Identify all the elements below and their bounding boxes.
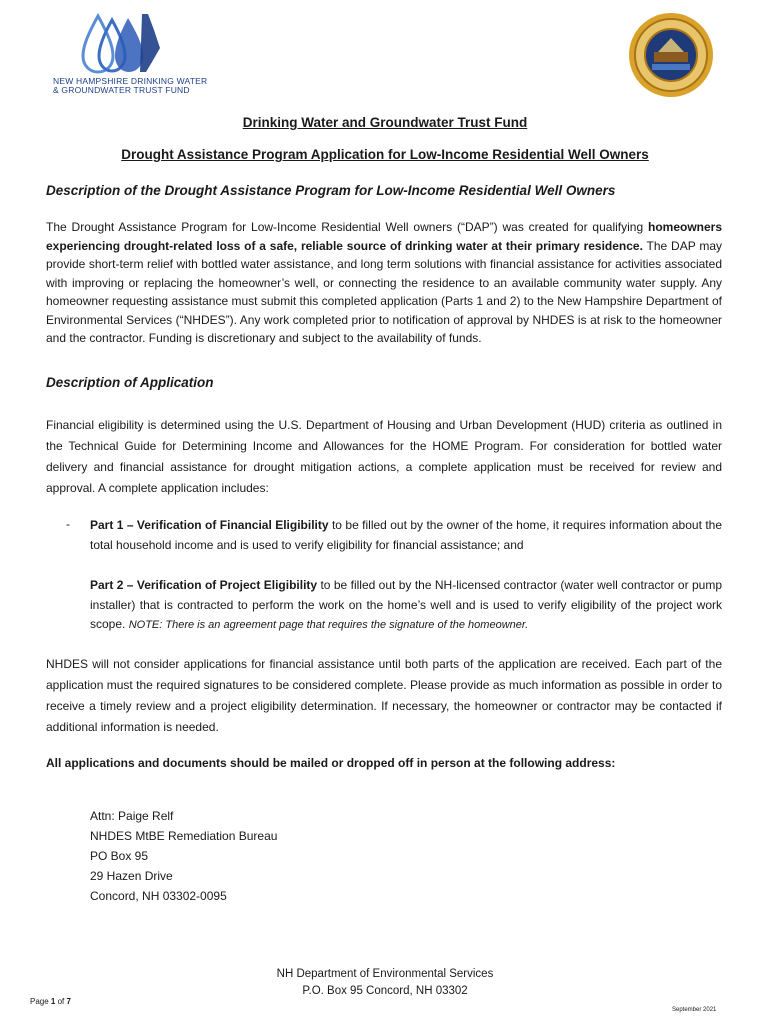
list-bullet: - bbox=[66, 517, 70, 531]
page-number bbox=[30, 997, 71, 1006]
page-subtitle: Drought Assistance Program Application for Low-Income Residential Well Owners bbox=[121, 147, 649, 162]
trust-fund-logo bbox=[50, 10, 220, 100]
section-heading-program: Description of the Drought Assistance Program for Low-Income Residential Well Owners bbox=[46, 183, 616, 198]
water-drops-icon bbox=[50, 10, 220, 76]
footer-line-1: NH Department of Environmental Services bbox=[276, 968, 494, 980]
part2-item bbox=[90, 576, 722, 636]
document-date: September 2021 bbox=[672, 1007, 717, 1013]
part1-label: Part 1 – Verification of Financial Eligibility bbox=[90, 518, 329, 532]
page-title: Drinking Water and Groundwater Trust Fund bbox=[242, 115, 528, 130]
address-line-1: Attn: Paige Relf bbox=[90, 809, 174, 823]
address-line-3: PO Box 95 bbox=[90, 849, 149, 863]
address-line-5: Concord, NH 03302-0095 bbox=[90, 889, 227, 903]
mail-instructions: All applications and documents should be mailed or dropped off in person at the following address: bbox=[46, 756, 616, 770]
address-line-2: NHDES MtBE Remediation Bureau bbox=[90, 829, 278, 843]
part1-text: to be filled out by the owner of the home, it requires information about the total household income and is used to verify eligibility for financial assistance; and bbox=[90, 518, 723, 552]
program-text-bold: homeowners experiencing drought-related loss of a safe, reliable source of drinking water at their primary residence. bbox=[46, 220, 722, 253]
page-prefix: Page bbox=[30, 997, 51, 1006]
state-seal-icon bbox=[628, 12, 714, 98]
program-text-end: The DAP may provide short-term relief with bottled water assistance, and long term solutions with financial assistance for activities associated with improving or replacing the homeowner’s well, or connecting the residence to an available community water supply. Any homeowner requesting assistance must submit this completed application (Parts 1 and 2) to the New Hampshire Department of Environmental Services (“NHDES”). Any work completed prior to notification of approval by NHDES is at risk to the homeowner and the contractor. Funding is discretionary and subject to the availability of funds. bbox=[46, 238, 722, 345]
program-description bbox=[46, 218, 722, 348]
page-of: of bbox=[55, 997, 67, 1006]
page-current: 1 bbox=[50, 997, 56, 1006]
nhdes-paragraph: NHDES will not consider applications for financial assistance until both parts of the application are received. Each part of the application must the required signatures to be considered complete. Please provide as much information as possible in order to receive a timely review and a project eligibility determination. If necessary, the homeowner or contractor may be contacted if additional information is needed. bbox=[46, 657, 722, 734]
part1-item bbox=[90, 516, 722, 555]
footer-line-2: P.O. Box 95 Concord, NH 03302 bbox=[302, 985, 468, 997]
footer-address bbox=[0, 966, 770, 1000]
section-heading-application: Description of Application bbox=[46, 375, 214, 390]
part2-label: Part 2 – Verification of Project Eligibility bbox=[90, 578, 318, 592]
logo-line-2: & GROUNDWATER TRUST FUND bbox=[53, 85, 190, 95]
address-line-4: 29 Hazen Drive bbox=[90, 869, 173, 883]
eligibility-paragraph: Financial eligibility is determined using the U.S. Department of Housing and Urban Development (HUD) criteria as outlined in the Technical Guide for Determining Income and Allowances for the HOME Program. For consideration for bottled water delivery and financial assistance for drought mitigation actions, a complete application must be received for review and approval. A complete application includes: bbox=[46, 418, 722, 495]
page-total: 7 bbox=[66, 997, 71, 1006]
part2-note: NOTE: There is an agreement page that requires the signature of the homeowner. bbox=[128, 619, 529, 631]
program-text-start: The Drought Assistance Program for Low-Income Residential Well owners (“DAP”) was created for qualifying bbox=[46, 220, 648, 234]
logo-text bbox=[53, 77, 207, 95]
logo-line-1: NEW HAMPSHIRE DRINKING WATER bbox=[53, 76, 208, 86]
mailing-address bbox=[90, 806, 277, 906]
part2-text: to be filled out by the NH-licensed contractor (water well contractor or pump installer) that is contracted to perform the work on the home’s well and is used to verify eligibility of the project work scope. bbox=[90, 578, 722, 631]
